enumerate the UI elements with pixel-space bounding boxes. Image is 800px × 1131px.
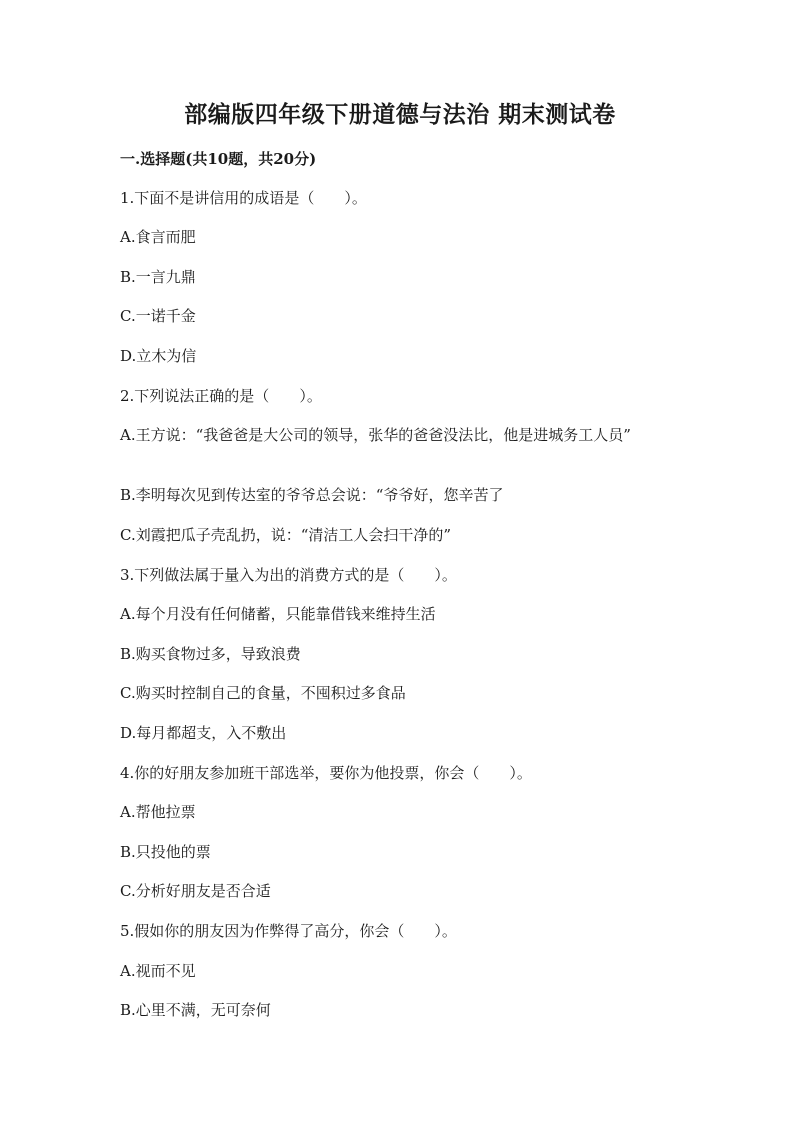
question-1-option-d: D.立木为信 bbox=[120, 347, 197, 365]
question-4-option-c: C.分析好朋友是否合适 bbox=[120, 882, 271, 900]
document-title: 部编版四年级下册道德与法治 期末测试卷 bbox=[184, 101, 616, 128]
question-3-stem: 3.下列做法属于量入为出的消费方式的是（ ）。 bbox=[120, 566, 457, 584]
question-4-option-a: A.帮他拉票 bbox=[120, 803, 196, 821]
question-5-option-b: B.心里不满，无可奈何 bbox=[120, 1001, 271, 1019]
question-1-stem: 1.下面不是讲信用的成语是（ ）。 bbox=[120, 189, 367, 207]
question-4-option-b: B.只投他的票 bbox=[120, 843, 211, 861]
question-3-option-b: B.购买食物过多，导致浪费 bbox=[120, 645, 301, 663]
question-2-stem: 2.下列说法正确的是（ ）。 bbox=[120, 387, 322, 405]
question-3-option-c: C.购买时控制自己的食量，不囤积过多食品 bbox=[120, 684, 406, 702]
question-2-option-a: A.王方说：“我爸爸是大公司的领导，张华的爸爸没法比，他是进城务工人员” bbox=[120, 426, 631, 444]
question-1-option-b: B.一言九鼎 bbox=[120, 268, 196, 286]
question-3-option-a: A.每个月没有任何储蓄，只能靠借钱来维持生活 bbox=[120, 605, 436, 623]
question-3-option-d: D.每月都超支，入不敷出 bbox=[120, 724, 287, 742]
question-2-option-b: B.李明每次见到传达室的爷爷总会说：“爷爷好，您辛苦了 bbox=[120, 486, 504, 504]
question-1-option-c: C.一诺千金 bbox=[120, 307, 196, 325]
question-1-option-a: A.食言而肥 bbox=[120, 228, 196, 246]
question-2-option-c: C.刘霞把瓜子壳乱扔，说：“清洁工人会扫干净的” bbox=[120, 526, 452, 544]
question-5-option-a: A.视而不见 bbox=[120, 962, 196, 980]
section-heading: 一.选择题(共10题，共20分) bbox=[120, 150, 317, 168]
question-5-stem: 5.假如你的朋友因为作弊得了高分，你会（ ）。 bbox=[120, 922, 457, 940]
question-4-stem: 4.你的好朋友参加班干部选举，要你为他投票，你会（ ）。 bbox=[120, 764, 532, 782]
